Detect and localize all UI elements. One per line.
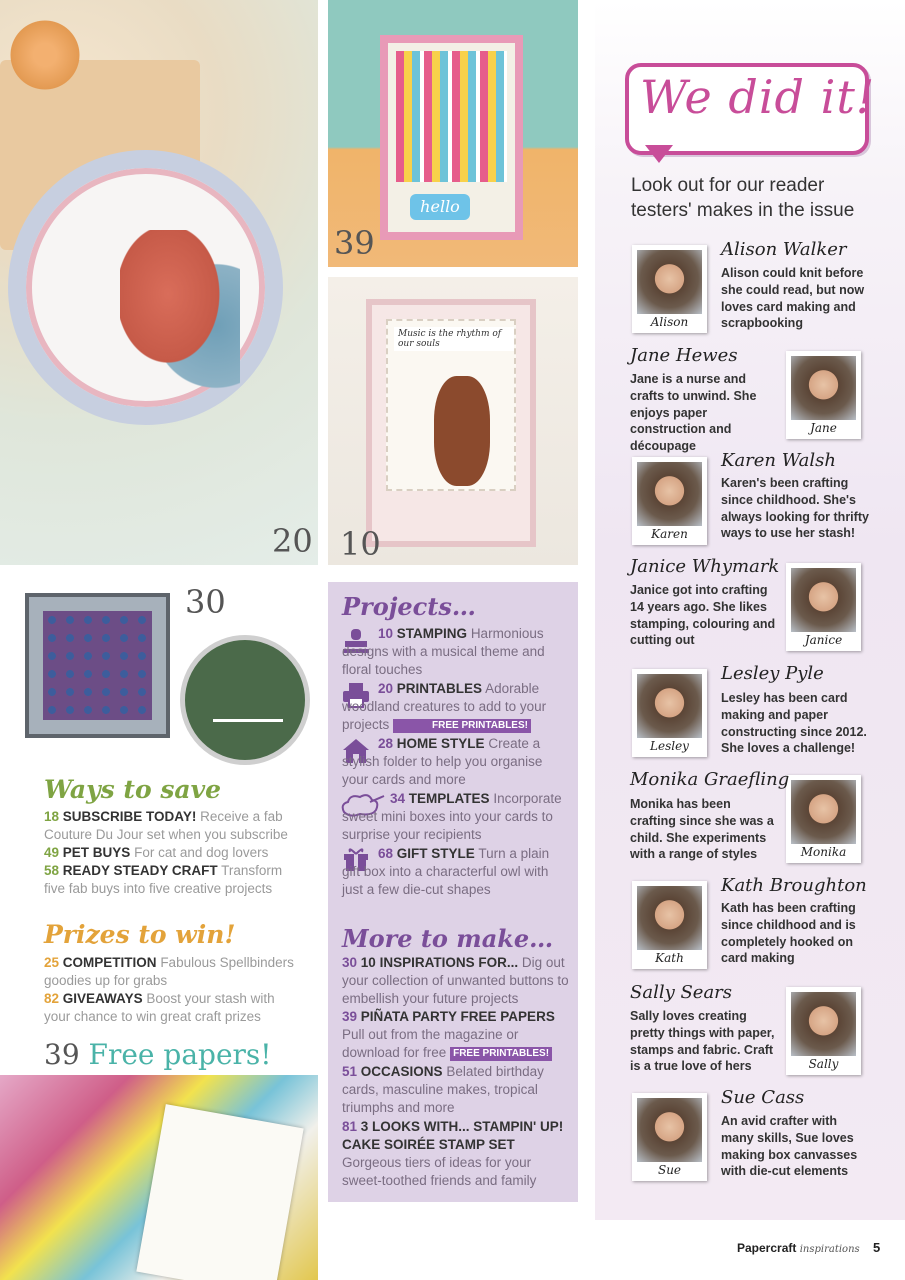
tester-bio: Karen's been crafting since childhood. She's always looking for thrifty ways to use her stash!: [721, 476, 869, 541]
tester-name: Lesley Pyle: [721, 663, 824, 684]
tester-name: Alison Walker: [721, 239, 847, 260]
tester-bio: Alison could knit before she could read, but now loves card making and scrapbooking: [721, 266, 865, 331]
list-item: 18 SUBSCRIBE TODAY! Receive a fab Couture Du Jour set when you subscribe: [44, 809, 288, 842]
bicycle-ornament: [180, 635, 310, 765]
tester-bio: Kath has been crafting since childhood and is completely hooked on card making: [721, 901, 856, 966]
we-did-it-heading: We did it!: [640, 70, 876, 124]
list-item: 30 10 INSPIRATIONS FOR... Dig out your collection of unwanted buttons to embellish your future projects: [342, 955, 569, 1006]
tester-photo: Sue: [632, 1093, 707, 1181]
tester-name: Kath Broughton: [721, 875, 867, 896]
tester-name: Sue Cass: [721, 1087, 805, 1108]
avatar: [637, 886, 702, 950]
list-item: 10 STAMPING Harmonious designs with a musical theme and floral touches: [342, 626, 545, 677]
tester-photo: Monika: [786, 775, 861, 863]
projects-panel: [328, 582, 578, 1202]
avatar: [637, 462, 702, 526]
tester-bio: Janice got into crafting 14 years ago. She likes stamping, colouring and cutting out: [630, 583, 776, 648]
pinata-card: [380, 35, 523, 240]
ways-to-save-title: Ways to save: [44, 775, 222, 804]
list-item: 39 PIÑATA PARTY FREE PAPERS Pull out from the magazine or download for free FREE PRINTABLES!: [342, 1009, 555, 1060]
tester-photo: Alison: [632, 245, 707, 333]
projects-title: Projects…: [342, 592, 476, 621]
tester-photo: Lesley: [632, 669, 707, 757]
avatar: [791, 568, 856, 632]
tester-photo: Sally: [786, 987, 861, 1075]
list-item: 34 TEMPLATES Incorporate sweet mini boxes into your cards to surprise your recipients: [342, 791, 562, 842]
squirrel-illustration: [120, 230, 240, 390]
card-sentiment: Music is the rhythm of our souls: [394, 327, 514, 351]
tester-photo: Jane: [786, 351, 861, 439]
avatar: [791, 356, 856, 420]
violin-card-photo: [328, 277, 578, 565]
tester-name: Karen Walsh: [721, 450, 837, 471]
list-item: 28 HOME STYLE Create a stylish folder to help you organise your cards and more: [342, 736, 543, 787]
ribbon-bow: [0, 20, 90, 90]
tester-bio: Monika has been crafting since she was a child. She experiments with a range of styles: [630, 797, 774, 862]
list-item: 68 GIFT STYLE Turn a plain gift box into a characterful owl with just a few die-cut shapes: [342, 846, 550, 897]
squirrel-card-photo: [0, 0, 318, 565]
free-papers-heading: 39 Free papers!: [44, 1038, 272, 1071]
page-ref-number: 39: [334, 224, 375, 262]
free-papers-photo: [0, 1075, 318, 1280]
page-footer: [737, 1240, 880, 1255]
testers-intro: Look out for our reader testers' makes in the issue: [631, 175, 855, 221]
pinata-paper-sheet: [136, 1104, 303, 1280]
free-printables-badge: FREE PRINTABLES!: [450, 1047, 552, 1061]
tester-name: Sally Sears: [630, 982, 733, 1003]
magazine-brand: Papercraft: [737, 1241, 797, 1255]
button-frame: [25, 593, 170, 738]
page-ref-number: 10: [340, 525, 381, 563]
violin-illustration: [434, 376, 490, 486]
avatar: [637, 674, 702, 738]
free-printables-badge: FREE PRINTABLES!: [393, 719, 531, 733]
prizes-to-win-title: Prizes to win!: [44, 920, 236, 949]
tester-photo: Kath: [632, 881, 707, 969]
avatar: [791, 992, 856, 1056]
tester-name: Jane Hewes: [630, 345, 738, 366]
page-ref-number: 30: [185, 583, 226, 621]
violin-card: [366, 299, 536, 547]
avatar: [637, 1098, 702, 1162]
pinata-card-photo: [328, 0, 578, 267]
list-item: 20 PRINTABLES Adorable woodland creatures to add to your projects FREE PRINTABLES!: [342, 681, 547, 732]
speech-bubble-tail: [645, 145, 673, 163]
list-item: 81 3 LOOKS WITH... STAMPIN' UP! CAKE SOIRÉE STAMP SET Gorgeous tiers of ideas for your sweet-toothed friends and family: [342, 1119, 564, 1188]
tester-photo: Janice: [786, 563, 861, 651]
list-item: 25 COMPETITION Fabulous Spellbinders goodies up for grabs: [44, 955, 294, 988]
list-item: 82 GIVEAWAYS Boost your stash with your chance to win great craft prizes: [44, 991, 275, 1024]
buttons-ornament-photo: [0, 575, 318, 775]
page-number: 5: [872, 1240, 881, 1255]
tester-bio: Sally loves creating pretty things with paper, stamps and fabric. Craft is a true love of hers: [630, 1009, 775, 1074]
avatar: [637, 250, 702, 314]
tester-bio: Lesley has been card making and paper constructing since 2012. She loves a challenge!: [721, 691, 867, 756]
tester-bio: Jane is a nurse and crafts to unwind. She enjoys paper construction and découpage: [630, 372, 757, 454]
avatar: [791, 780, 856, 844]
tester-bio: An avid crafter with many skills, Sue loves making box canvasses with die-cut elements: [721, 1114, 858, 1179]
list-item: 51 OCCASIONS Belated birthday cards, masculine makes, tropical triumphs and more: [342, 1064, 544, 1115]
tester-photo: Karen: [632, 457, 707, 545]
bicycle-icon: [213, 692, 283, 722]
list-item: 58 READY STEADY CRAFT Transform five fab buys into five creative projects: [44, 863, 283, 896]
hello-tag: hello: [410, 194, 470, 220]
tester-name: Monika Graefling: [630, 769, 790, 790]
magazine-brand-sub: inspirations: [799, 1244, 860, 1255]
page-ref-number: 20: [272, 522, 313, 560]
list-item: 49 PET BUYS For cat and dog lovers: [44, 845, 269, 860]
tester-name: Janice Whymark: [630, 556, 780, 577]
more-to-make-title: More to make…: [342, 924, 554, 953]
